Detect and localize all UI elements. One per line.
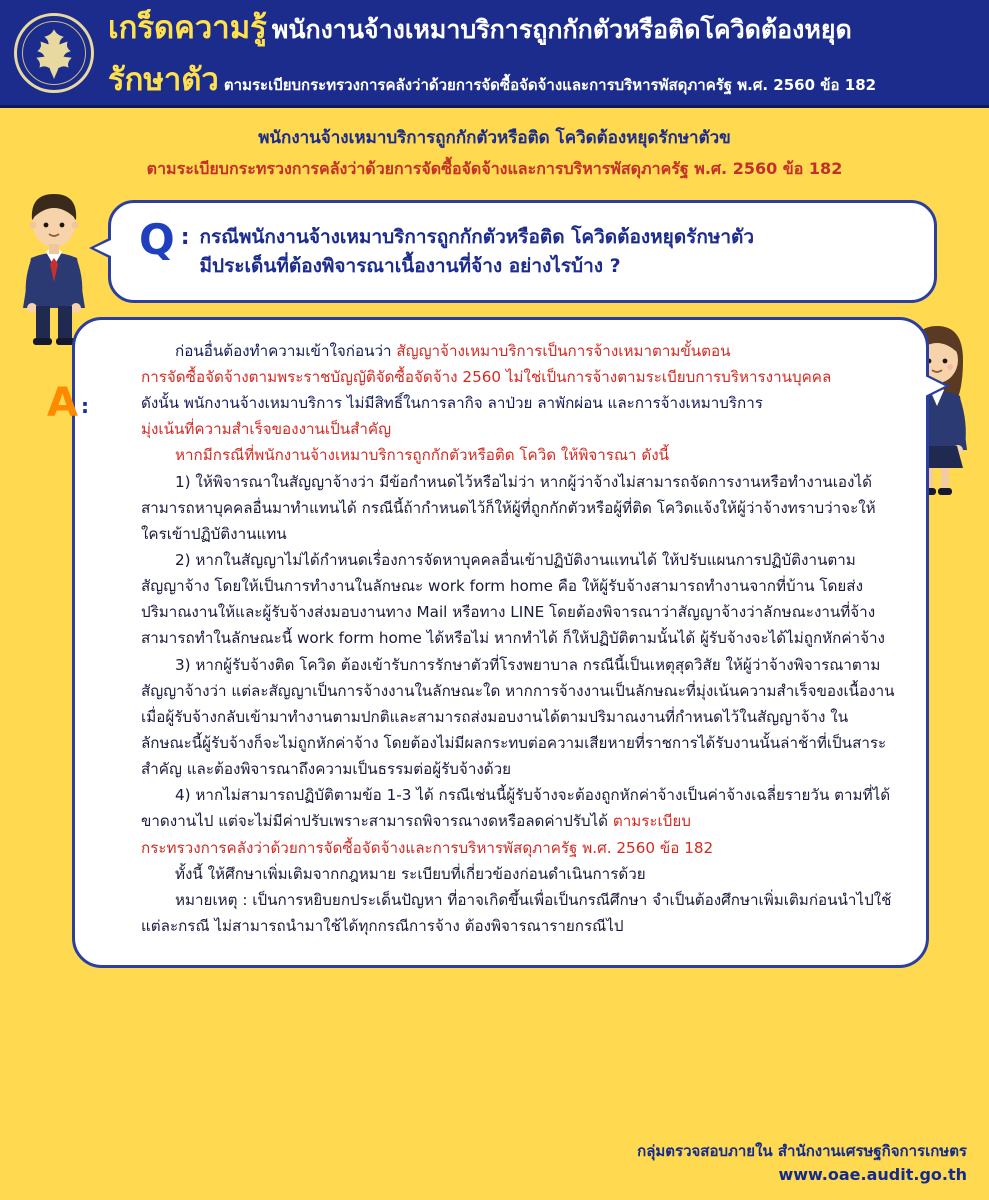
answer-bubble [47,317,929,968]
subtitle-line-1: พนักงานจ้างเหมาบริการถูกกักตัวหรือติด โควิดต้องหยุดรักษาตัวข [258,128,731,148]
answer-colon: : [81,393,89,418]
answer-intro-red-4: หากมีกรณีที่พนักงานจ้างเหมาบริการถูกกักตัวหรือติด โควิด ให้พิจารณา ดังนี้ [175,446,670,465]
footer-url[interactable]: www.oae.audit.go.th [778,1164,967,1184]
header-title-highlight2: รักษาตัว [108,61,219,98]
answer-intro-line-3 [141,390,896,416]
header-title-main: พนักงานจ้างเหมาบริการถูกกักตัวหรือติดโควิดต้องหยุด [271,14,852,44]
answer-item-4 [141,782,896,834]
answer-item-3: 3) หากผู้รับจ้างติด โควิด ต้องเข้ารับการรักษาตัวที่โรงพยาบาล กรณีนี้เป็นเหตุสุดวิสัย ให้ผู้ว่าจ้างพิจารณาตามสัญญาจ้างว่า แต่ละสัญญาเป็นการจ้างงานในลักษณะใด หากการจ้างงานเป็นลักษณะที่มุ่งเน้นความสำเร็จของเนื้องาน เมื่อผู้รับจ้างกลับเข้ามาทำงานตามปกติและสามารถส่งมอบงานได้ตามปริมาณงานที่กำหนดไว้ในสัญญาจ้าง ในลักษณะนี้ผู้รับจ้างก็จะไม่ถูกหักค่าจ้าง โดยต้องไม่มีผลกระทบต่อความเสียหายที่ราชการได้รับงานนั้นล่าช้าที่เป็นสาระสำคัญ และต้องพิจารณาถึงความเป็นธรรมต่อผู้รับจ้างด้วย [141,655,895,779]
answer-note: หมายเหตุ : เป็นการหยิบยกประเด็นปัญหา ที่อาจเกิดขึ้นเพื่อเป็นกรณีศึกษา จำเป็นต้องศึกษาเพิ่มเติมก่อนนำไปใช้แต่ละกรณี ไม่สามารถนำมาใช้ได้ทุกกรณีการจ้าง ต้องพิจารณารายกรณีไป [141,890,892,935]
question-line-2: มีประเด็นที่ต้องพิจารณาเนื้องานที่จ้าง อย่างไรบ้าง ? [199,255,621,278]
subtitle-block [0,124,989,182]
question-line-1: กรณีพนักงานจ้างเหมาบริการถูกกักตัวหรือติด โควิดต้องหยุดรักษาตัว [199,226,755,248]
answer-body [105,338,896,939]
question-bubble [108,200,937,303]
header-title-highlight: เกร็ดความรู้ [108,9,267,46]
answer-section [47,317,929,968]
page-header [0,0,989,108]
question-section [108,200,937,303]
subtitle-line-2: ตามระเบียบกระทรวงการคลังว่าด้วยการจัดซื้อจัดจ้างและการบริหารพัสดุภาครัฐ พ.ศ. 2560 ข้อ 182 [146,159,843,178]
answer-item-4-text: 4) หากไม่สามารถปฏิบัติตามข้อ 1-3 ได้ กรณีเช่นนี้ผู้รับจ้างจะต้องถูกหักค่าจ้างเป็นค่าจ้างเฉลี่ยรายวัน ตามที่ได้ขาดงานไป แต่จะไม่มีค่าปรับเพราะสามารถพิจารณางดหรือลดค่าปรับได้ [141,786,891,831]
answer-intro-black-2: ดังนั้น พนักงานจ้างเหมาบริการ ไม่มีสิทธิ์ในการลากิจ ลาป่วย ลาพักผ่อน และการจ้างเหมาบริการ [141,394,763,413]
question-text [200,219,755,282]
question-marker: Q [139,215,175,264]
answer-item-1: 1) ให้พิจารณาในสัญญาจ้างว่า มีข้อกำหนดไว้หรือไม่ว่า หากผู้ว่าจ้างไม่สามารถจัดการงานหรือทำงานเองได้ สามารถหาบุคคลอื่นมาทำแทนได้ กรณีนี้ถ้ากำหนดไว้ก็ให้ผู้ที่ถูกกักตัวหรือผู้ที่ติด โควิดแจ้งให้ผู้ว่าจ้างทราบว่าจะให้ใครเข้าปฏิบัติงานแทน [141,472,876,543]
header-title-block [108,2,876,104]
answer-intro-red-1: สัญญาจ้างเหมาบริการเป็นการจ้างเหมาตามขั้นตอน [396,341,731,360]
answer-item-4-red-tail-1: ตามระเบียบ [612,812,691,831]
answer-closing: ทั้งนี้ ให้ศึกษาเพิ่มเติมจากกฎหมาย ระเบียบที่เกี่ยวข้องก่อนดำเนินการด้วย [175,864,646,883]
header-subtitle: ตามระเบียบกระทรวงการคลังว่าด้วยการจัดซื้อจัดจ้างและการบริหารพัสดุภาครัฐ พ.ศ. 2560 ข้อ 182 [223,75,877,94]
answer-item-2: 2) หากในสัญญาไม่ได้กำหนดเรื่องการจัดหาบุคคลอื่นเข้าปฏิบัติงานแทนได้ ให้ปรับแผนการปฏิบัติงานตามสัญญาจ้าง โดยให้เป็นการทำงานในลักษณะ work form home คือ ให้ผู้รับจ้างสามารถทำงานจากที่บ้าน โดยส่งปริมาณงานให้และผู้รับจ้างส่งมอบงานทาง Mail หรือทาง LINE โดยต้องพิจารณาว่าสัญญาจ้างว่าลักษณะงานที่จ้าง สามารถทำในลักษณะนี้ work form home ได้หรือไม่ หากทำได้ ก็ให้ปฏิบัติตามนั้นได้ ผู้รับจ้างจะได้ไม่ถูกหักค่าจ้าง [141,551,885,648]
footer-organization: กลุ่มตรวจสอบภายใน สำนักงานเศรษฐกิจการเกษตร [637,1142,967,1161]
answer-item-4-red-tail-2: กระทรวงการคลังว่าด้วยการจัดซื้อจัดจ้างและการบริหารพัสดุภาครัฐ พ.ศ. 2560 ข้อ 182 [141,838,714,857]
answer-intro-black-1: ก่อนอื่นต้องทำความเข้าใจก่อนว่า [175,341,392,360]
answer-intro-paragraph [141,338,896,364]
page-footer [637,1141,967,1186]
garuda-seal-icon [14,13,94,93]
answer-intro-red-3: มุ่งเน้นที่ความสำเร็จของงานเป็นสำคัญ [141,420,392,439]
question-colon: : [180,225,190,250]
answer-marker: A [47,379,78,426]
answer-intro-red-2: การจัดซื้อจัดจ้างตามพระราชบัญญัติจัดซื้อจัดจ้าง 2560 ไม่ใช่เป็นการจ้างตามระเบียบการบริหารงานบุคคล [141,368,832,387]
